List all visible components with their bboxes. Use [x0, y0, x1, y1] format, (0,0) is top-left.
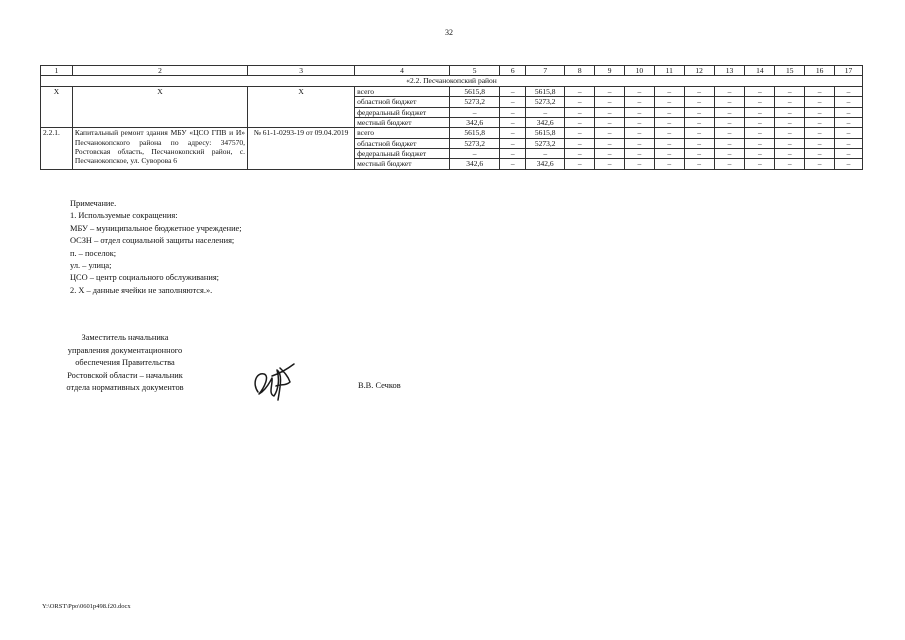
- funding-source-cell: федеральный бюджет: [355, 107, 450, 117]
- value-cell: –: [745, 149, 775, 159]
- value-cell: –: [625, 159, 655, 169]
- value-cell: –: [500, 149, 526, 159]
- value-cell: –: [714, 149, 745, 159]
- funding-source-cell: областной бюджет: [355, 97, 450, 107]
- value-cell: 5615,8: [526, 86, 565, 96]
- value-cell: –: [595, 138, 625, 148]
- value-cell: –: [745, 97, 775, 107]
- value-cell: –: [835, 138, 863, 148]
- column-header: 8: [565, 66, 595, 76]
- value-cell: 5615,8: [449, 86, 499, 96]
- value-cell: –: [565, 117, 595, 127]
- value-cell: –: [625, 97, 655, 107]
- column-header: 17: [835, 66, 863, 76]
- funding-source-cell: областной бюджет: [355, 138, 450, 148]
- notes-block: [70, 198, 242, 297]
- value-cell: –: [595, 149, 625, 159]
- column-header: 16: [805, 66, 835, 76]
- value-cell: –: [500, 97, 526, 107]
- value-cell: –: [805, 107, 835, 117]
- value-cell: –: [526, 107, 565, 117]
- table-header-row: [41, 66, 863, 76]
- column-header: 10: [625, 66, 655, 76]
- value-cell: –: [595, 159, 625, 169]
- value-cell: –: [595, 86, 625, 96]
- value-cell: –: [835, 107, 863, 117]
- note-line: МБУ – муниципальное бюджетное учреждение;: [70, 223, 242, 233]
- value-cell: –: [654, 159, 684, 169]
- value-cell: 5273,2: [449, 138, 499, 148]
- value-cell: –: [654, 138, 684, 148]
- value-cell: –: [500, 117, 526, 127]
- value-cell: –: [654, 149, 684, 159]
- column-header: 7: [526, 66, 565, 76]
- value-cell: –: [565, 86, 595, 96]
- value-cell: –: [714, 117, 745, 127]
- column-header: 6: [500, 66, 526, 76]
- funding-source-cell: местный бюджет: [355, 159, 450, 169]
- value-cell: –: [449, 107, 499, 117]
- value-cell: –: [745, 159, 775, 169]
- value-cell: –: [595, 97, 625, 107]
- column-header: 4: [355, 66, 450, 76]
- handwritten-signature: [250, 354, 300, 404]
- value-cell: –: [805, 97, 835, 107]
- value-cell: 5273,2: [526, 138, 565, 148]
- value-cell: –: [714, 159, 745, 169]
- row-number-cell: Х: [41, 86, 73, 128]
- signer-title-line: Заместитель начальника: [81, 333, 169, 342]
- file-path: Y:\ORST\Ppo\0601p498.f20.docx: [42, 603, 131, 610]
- page-number: 32: [445, 28, 453, 37]
- value-cell: –: [775, 97, 805, 107]
- value-cell: –: [684, 86, 714, 96]
- value-cell: –: [775, 117, 805, 127]
- value-cell: –: [449, 149, 499, 159]
- value-cell: –: [595, 117, 625, 127]
- value-cell: –: [775, 128, 805, 138]
- value-cell: –: [835, 128, 863, 138]
- column-header: 9: [595, 66, 625, 76]
- table-row: [41, 128, 863, 138]
- description-cell: Капитальный ремонт здания МБУ «ЦСО ГПВ и И» Песчанокопского района по адресу: 347570, Ростовская область, Песчанокопский район, с. Песчанокопское, ул. Суворова 6: [72, 128, 247, 170]
- section-title: «2.2. Песчанокопский район: [41, 76, 863, 86]
- funding-source-cell: всего: [355, 86, 450, 96]
- value-cell: –: [714, 138, 745, 148]
- funding-source-cell: местный бюджет: [355, 117, 450, 127]
- value-cell: –: [805, 86, 835, 96]
- column-header: 14: [745, 66, 775, 76]
- document-cell: № 61-1-0293-19 от 09.04.2019: [248, 128, 355, 170]
- value-cell: –: [805, 149, 835, 159]
- note-line: ОСЗН – отдел социальной защиты населения;: [70, 236, 235, 246]
- value-cell: –: [805, 159, 835, 169]
- value-cell: –: [654, 86, 684, 96]
- value-cell: –: [745, 128, 775, 138]
- value-cell: –: [654, 117, 684, 127]
- value-cell: –: [714, 86, 745, 96]
- section-title-row: [41, 76, 863, 86]
- value-cell: –: [835, 117, 863, 127]
- value-cell: –: [625, 107, 655, 117]
- value-cell: –: [625, 149, 655, 159]
- value-cell: –: [835, 149, 863, 159]
- table-row: [41, 86, 863, 96]
- value-cell: –: [745, 117, 775, 127]
- signer-name: В.В. Сечков: [358, 381, 401, 390]
- value-cell: –: [684, 107, 714, 117]
- signer-title-line: Ростовской области – начальник: [67, 370, 183, 380]
- value-cell: –: [595, 128, 625, 138]
- value-cell: –: [654, 128, 684, 138]
- signer-title: [50, 332, 200, 395]
- value-cell: –: [805, 128, 835, 138]
- note-line: 1. Используемые сокращения:: [70, 211, 178, 221]
- value-cell: –: [565, 149, 595, 159]
- value-cell: –: [684, 117, 714, 127]
- value-cell: –: [565, 138, 595, 148]
- value-cell: –: [526, 149, 565, 159]
- value-cell: –: [595, 107, 625, 117]
- value-cell: –: [805, 138, 835, 148]
- column-header: 15: [775, 66, 805, 76]
- value-cell: –: [625, 138, 655, 148]
- column-header: 13: [714, 66, 745, 76]
- signer-title-line: отдела нормативных документов: [66, 383, 184, 393]
- value-cell: –: [565, 107, 595, 117]
- value-cell: –: [775, 138, 805, 148]
- value-cell: –: [684, 138, 714, 148]
- value-cell: –: [835, 97, 863, 107]
- value-cell: 342,6: [449, 159, 499, 169]
- value-cell: 342,6: [526, 159, 565, 169]
- value-cell: –: [500, 138, 526, 148]
- value-cell: –: [714, 107, 745, 117]
- document-cell: Х: [248, 86, 355, 128]
- column-header: 2: [72, 66, 247, 76]
- value-cell: –: [654, 107, 684, 117]
- value-cell: –: [565, 97, 595, 107]
- value-cell: –: [745, 86, 775, 96]
- value-cell: –: [500, 128, 526, 138]
- column-header: 5: [449, 66, 499, 76]
- value-cell: –: [775, 107, 805, 117]
- note-line: 2. Х – данные ячейки не заполняются.».: [70, 285, 213, 295]
- value-cell: –: [805, 117, 835, 127]
- value-cell: –: [775, 86, 805, 96]
- note-line: ЦСО – центр социального обслуживания;: [70, 273, 220, 283]
- column-header: 11: [654, 66, 684, 76]
- value-cell: –: [835, 86, 863, 96]
- value-cell: –: [684, 128, 714, 138]
- value-cell: –: [775, 159, 805, 169]
- value-cell: –: [684, 159, 714, 169]
- row-number-cell: 2.2.1.: [41, 128, 73, 170]
- value-cell: 342,6: [449, 117, 499, 127]
- value-cell: –: [500, 107, 526, 117]
- column-header: 3: [248, 66, 355, 76]
- column-header: 1: [41, 66, 73, 76]
- value-cell: –: [714, 128, 745, 138]
- value-cell: –: [714, 97, 745, 107]
- value-cell: –: [565, 128, 595, 138]
- value-cell: –: [745, 138, 775, 148]
- value-cell: –: [625, 117, 655, 127]
- note-line: ул. – улица;: [70, 261, 112, 271]
- signer-title-line: управления документационного: [67, 345, 183, 355]
- value-cell: –: [500, 86, 526, 96]
- value-cell: 5273,2: [526, 97, 565, 107]
- signer-title-line: обеспечения Правительства: [75, 358, 175, 368]
- value-cell: –: [835, 159, 863, 169]
- budget-table: [40, 65, 863, 170]
- value-cell: –: [500, 159, 526, 169]
- value-cell: –: [775, 149, 805, 159]
- value-cell: –: [684, 149, 714, 159]
- column-header: 12: [684, 66, 714, 76]
- value-cell: –: [684, 97, 714, 107]
- value-cell: 5615,8: [526, 128, 565, 138]
- value-cell: 5615,8: [449, 128, 499, 138]
- value-cell: 342,6: [526, 117, 565, 127]
- value-cell: –: [745, 107, 775, 117]
- value-cell: –: [625, 86, 655, 96]
- note-line: п. – поселок;: [70, 248, 117, 258]
- notes-heading: Примечание.: [70, 199, 117, 208]
- value-cell: –: [625, 128, 655, 138]
- value-cell: 5273,2: [449, 97, 499, 107]
- value-cell: –: [654, 97, 684, 107]
- funding-source-cell: всего: [355, 128, 450, 138]
- description-cell: Х: [72, 86, 247, 128]
- value-cell: –: [565, 159, 595, 169]
- funding-source-cell: федеральный бюджет: [355, 149, 450, 159]
